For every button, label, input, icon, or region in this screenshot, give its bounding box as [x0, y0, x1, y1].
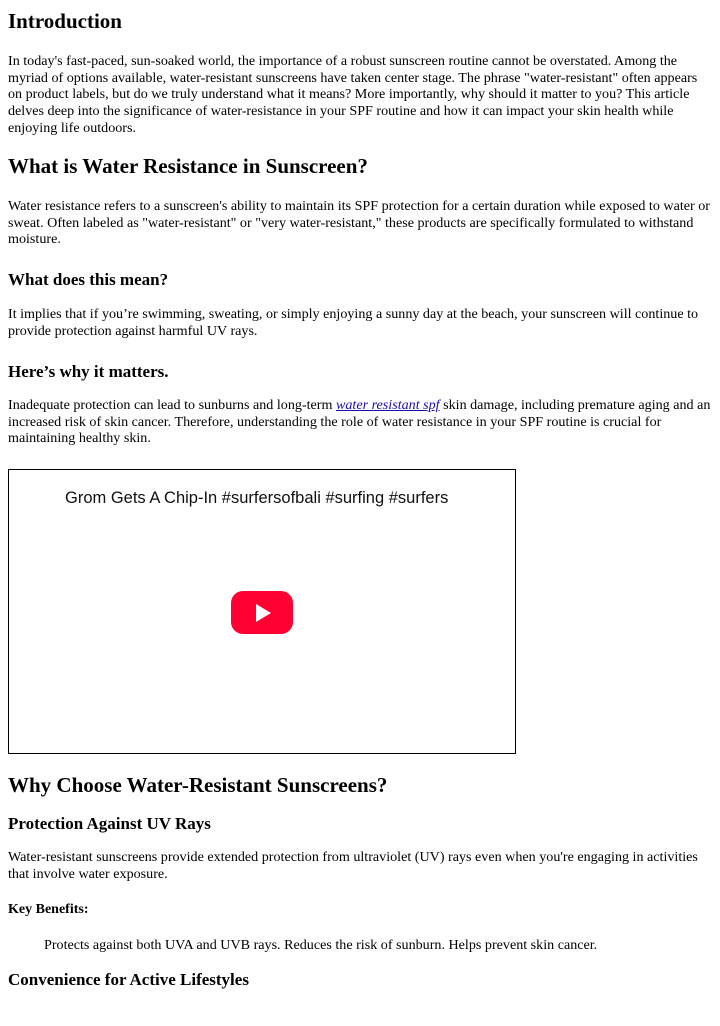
mean-heading: What does this mean?	[8, 270, 169, 290]
youtube-play-icon[interactable]	[231, 591, 293, 634]
mean-paragraph: It implies that if you’re swimming, sweating, or simply enjoying a sunny day at the beach, your sunscreen will continue to provide protection against harmful UV rays.	[8, 306, 699, 340]
uv-heading: Protection Against UV Rays	[8, 813, 211, 833]
matters-text-after: skin damage, including premature aging and an increased risk of skin cancer. Therefore, understanding the role of water resistance in your SPF routine is crucial for maintaining healthy skin.	[8, 397, 711, 447]
what-heading: What is Water Resistance in Sunscreen?	[8, 154, 368, 179]
video-title[interactable]: Grom Gets A Chip-In #surfersofbali #surfing #surfers	[65, 488, 449, 507]
what-paragraph: Water resistance refers to a sunscreen's ability to maintain its SPF protection for a certain duration while exposed to water or sweat. Often labeled as "water-resistant" or "very water-resistant," these products are specifically formulated to withstand moisture.	[8, 198, 710, 248]
benefits-heading: Key Benefits:	[8, 901, 89, 917]
why-heading: Why Choose Water-Resistant Sunscreens?	[8, 772, 388, 797]
water-resistant-spf-link[interactable]: water resistant spf	[335, 397, 440, 413]
benefits-list: Protects against both UVA and UVB rays. Reduces the risk of sunburn. Helps prevent skin cancer.	[44, 937, 598, 954]
video-embed[interactable]	[8, 469, 516, 754]
intro-paragraph: In today's fast-paced, sun-soaked world, the importance of a robust sunscreen routine cannot be overstated. Among the myriad of options available, water-resistant sunscreens have taken center stage. The phrase "water-resistant" often appears on product labels, but do we truly understand what it means? More importantly, why should it matter to you? This article delves deep into the significance of water-resistance in your SPF routine and how it can impact your skin health while enjoying life outdoors.	[8, 53, 698, 136]
convenience-heading: Convenience for Active Lifestyles	[8, 969, 249, 989]
matters-text-before: Inadequate protection can lead to sunburns and long-term	[8, 397, 336, 413]
intro-heading: Introduction	[8, 9, 122, 33]
uv-paragraph: Water-resistant sunscreens provide extended protection from ultraviolet (UV) rays even when you're engaging in activities that involve water exposure.	[8, 849, 698, 882]
article	[0, 9, 720, 990]
matters-paragraph	[8, 397, 712, 447]
matters-heading: Here’s why it matters.	[8, 361, 169, 381]
